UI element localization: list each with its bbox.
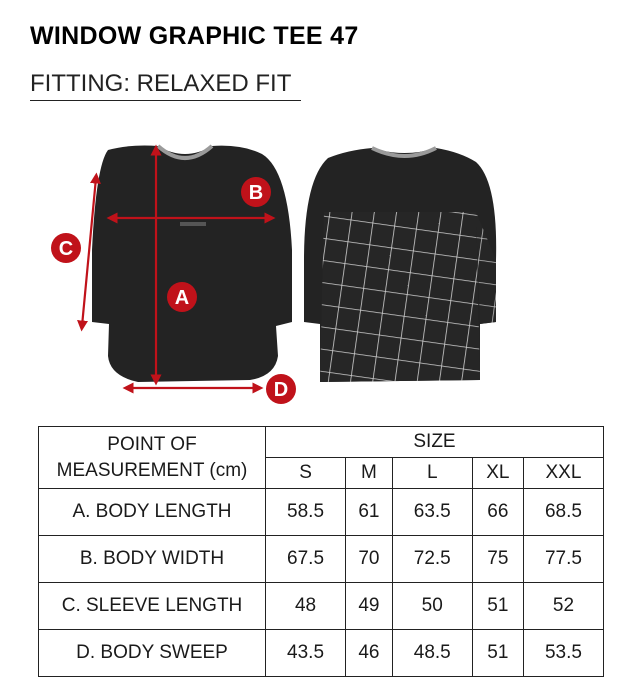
badge-a	[167, 282, 197, 312]
badge-d	[266, 374, 296, 404]
row-label: D. BODY SWEEP	[39, 630, 266, 677]
row-label: C. SLEEVE LENGTH	[39, 583, 266, 630]
table-cell: 66	[472, 489, 523, 536]
garment-illustration	[30, 130, 520, 410]
table-row	[39, 536, 604, 583]
table-cell: 58.5	[266, 489, 346, 536]
table-cell: 51	[472, 583, 523, 630]
size-col-l: L	[392, 458, 472, 489]
table-row	[39, 489, 604, 536]
svg-text:C: C	[58, 238, 74, 260]
point-of-measurement-header: POINT OF MEASUREMENT (cm)	[39, 427, 266, 489]
table-cell: 48.5	[392, 630, 472, 677]
table-cell: 46	[346, 630, 393, 677]
size-col-xl: XL	[472, 458, 523, 489]
badge-c	[51, 233, 81, 263]
table-cell: 63.5	[392, 489, 472, 536]
badge-b	[241, 177, 271, 207]
svg-text:A: A	[174, 287, 190, 309]
fitting-label: FITTING: RELAXED FIT	[30, 70, 301, 101]
table-cell: 61	[346, 489, 393, 536]
svg-text:D: D	[273, 379, 289, 401]
table-cell: 49	[346, 583, 393, 630]
tee-back	[304, 148, 496, 382]
svg-text:B: B	[248, 182, 264, 204]
size-header: SIZE	[266, 427, 604, 458]
table-cell: 52	[523, 583, 603, 630]
table-cell: 67.5	[266, 536, 346, 583]
size-col-xxl: XXL	[523, 458, 603, 489]
table-cell: 68.5	[523, 489, 603, 536]
table-cell: 72.5	[392, 536, 472, 583]
table-cell: 48	[266, 583, 346, 630]
size-col-s: S	[266, 458, 346, 489]
size-chart-table	[38, 426, 604, 677]
table-row	[39, 583, 604, 630]
table-cell: 50	[392, 583, 472, 630]
product-title: WINDOW GRAPHIC TEE 47	[30, 22, 359, 50]
row-label: A. BODY LENGTH	[39, 489, 266, 536]
table-cell: 51	[472, 630, 523, 677]
table-row	[39, 630, 604, 677]
table-cell: 43.5	[266, 630, 346, 677]
table-cell: 53.5	[523, 630, 603, 677]
row-label: B. BODY WIDTH	[39, 536, 266, 583]
size-col-m: M	[346, 458, 393, 489]
table-cell: 70	[346, 536, 393, 583]
table-cell: 77.5	[523, 536, 603, 583]
table-cell: 75	[472, 536, 523, 583]
